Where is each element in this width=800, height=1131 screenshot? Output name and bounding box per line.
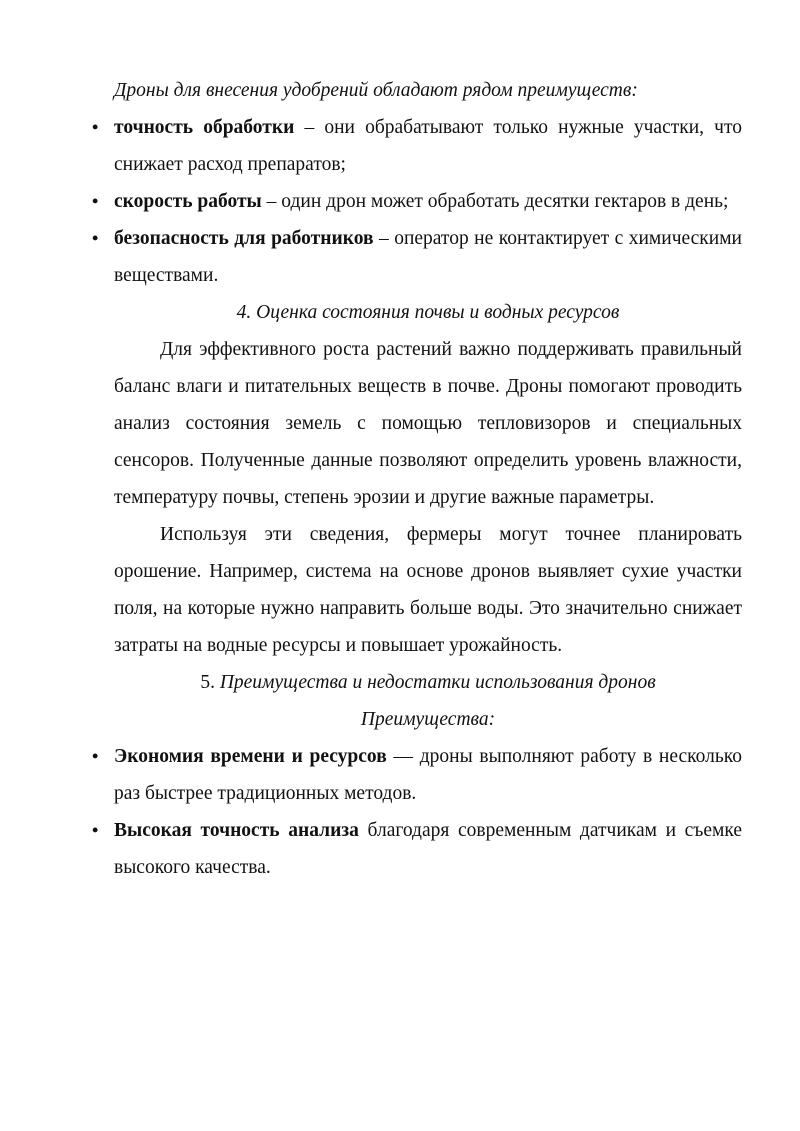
- advantages-heading: Преимущества:: [360, 709, 496, 730]
- intro-line: Дроны для внесения удобрений обладают рядом преимуществ:: [114, 80, 638, 101]
- list-item-text: – оператор не контактирует с химическими веществами.: [114, 228, 742, 286]
- list-item: [92, 109, 742, 183]
- page-content: [92, 72, 743, 886]
- list-item-bold: точность обработки: [114, 117, 295, 138]
- section-5-heading: [114, 664, 742, 701]
- list-item: [92, 812, 743, 886]
- list-item-text: – они обрабатывают только нужные участки, что снижает расход препаратов;: [114, 117, 742, 175]
- bullet-icon: •: [92, 191, 99, 211]
- bullet-icon: •: [92, 117, 99, 137]
- bullet-icon: •: [92, 820, 99, 840]
- list-item-bold: Высокая точность анализа: [114, 820, 359, 841]
- advantages-list: [92, 738, 743, 886]
- list-item-bold: безопасность для работников: [114, 228, 374, 249]
- benefits-list: [92, 109, 742, 294]
- paragraph: Для эффективного роста растений важно поддерживать правильный баланс влаги и питательных веществ в почве. Дроны помогают проводить анализ состояния земель с помощью тепловизоров и специальных сенсоров. Полученные данные позволяют определить уровень влажности, температуру почвы, степень эрозии и другие важные параметры.: [114, 339, 742, 508]
- list-item-bold: Экономия времени и ресурсов: [114, 746, 387, 767]
- list-item: [92, 220, 742, 294]
- section-4-heading: 4. Оценка состояния почвы и водных ресурсов: [236, 302, 620, 323]
- list-item-text: – один дрон может обработать десятки гектаров в день;: [261, 191, 729, 212]
- section-5-number: 5.: [200, 672, 215, 693]
- list-item-text: — дроны выполняют работу в несколько раз быстрее традиционных методов.: [114, 746, 742, 804]
- section-5-title: Преимущества и недостатки использования дронов: [214, 672, 656, 693]
- list-item: [92, 738, 742, 812]
- paragraph: Используя эти сведения, фермеры могут точнее планировать орошение. Например, система на основе дронов выявляет сухие участки поля, на которые нужно направить больше воды. Это значительно снижает затраты на водные ресурсы и повышает урожайность.: [114, 524, 742, 656]
- list-item-bold: скорость работы: [114, 191, 262, 212]
- bullet-icon: •: [92, 746, 99, 766]
- bullet-icon: •: [92, 228, 99, 248]
- list-item-text: благодаря современным датчикам и съемке высокого качества.: [114, 820, 743, 878]
- list-item: [92, 183, 742, 220]
